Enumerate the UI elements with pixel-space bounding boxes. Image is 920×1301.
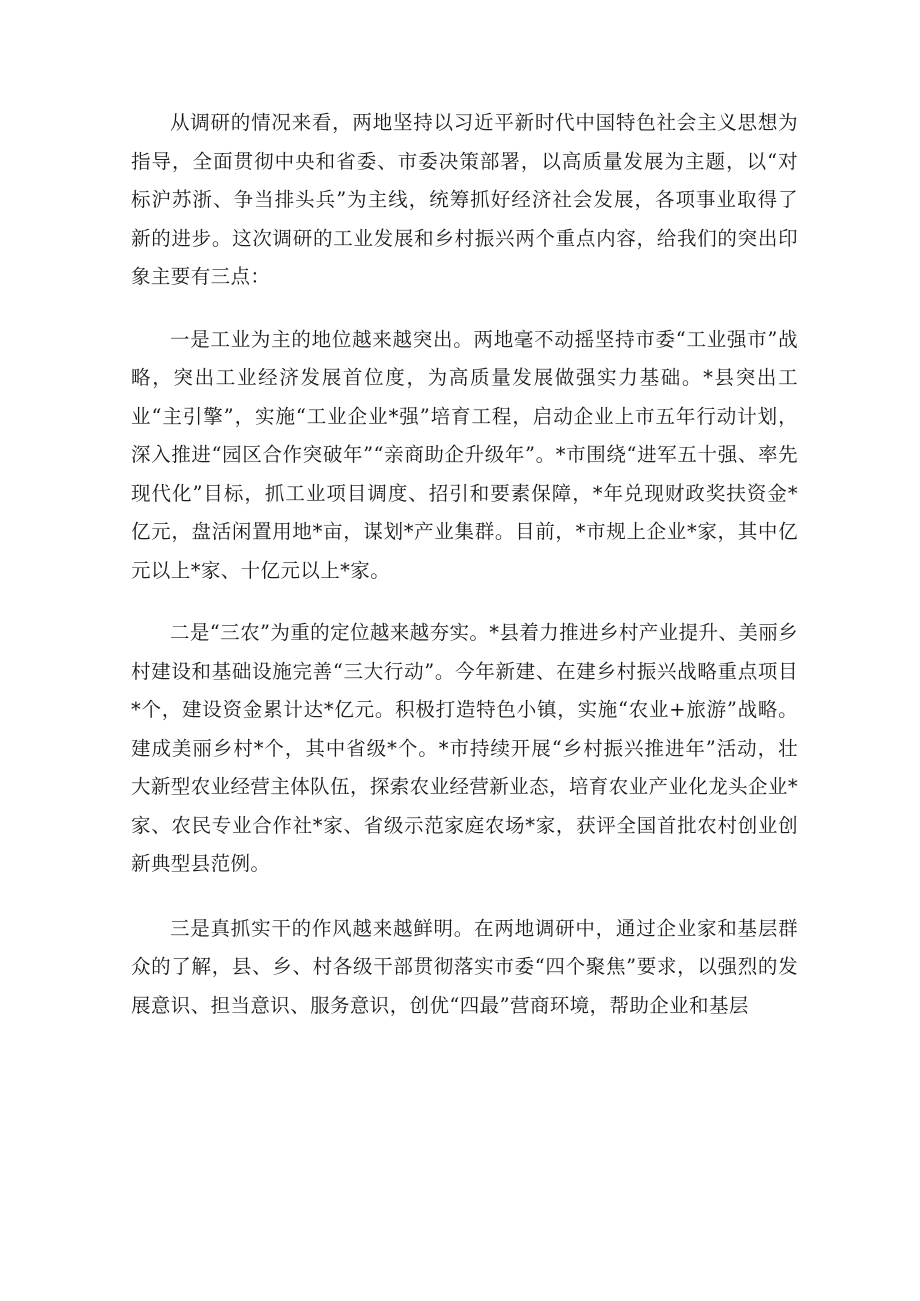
paragraph-work-style: 三是真抓实干的作风越来越鲜明。在两地调研中，通过企业家和基层群众的了解，县、乡、村各级干部贯彻落实市委“四个聚焦”要求，以强烈的发展意识、担当意识、服务意识，创优“四最”营商环境，帮助企业和基层 <box>131 916 798 1017</box>
paragraph-industry-status: 一是工业为主的地位越来越突出。两地毫不动摇坚持市委“工业强市”战略，突出工业经济发展首位度，为高质量发展做强实力基础。*县突出工业“主引擎”，实施“工业企业*强”培育工程，启动企业上市五年行动计划，深入推进“园区合作突破年”“亲商助企升级年”。*市围绕“进军五十强、率先现代化”目标，抓工业项目调度、招引和要素保障，*年兑现财政奖扶资金*亿元，盘活闲置用地*亩，谋划*产业集群。目前，*市规上企业*家，其中亿元以上*家、十亿元以上*家。 <box>131 327 798 582</box>
paragraph-agriculture-focus: 二是“三农”为重的定位越来越夯实。*县着力推进乡村产业提升、美丽乡村建设和基础设施完善“三大行动”。今年新建、在建乡村振兴战略重点项目*个，建设资金累计达*亿元。积极打造特色小镇，实施“农业+旅游”战略。建成美丽乡村*个，其中省级*个。*市持续开展“乡村振兴推进年”活动，壮大新型农业经营主体队伍，探索农业经营新业态，培育农业产业化龙头企业*家、农民专业合作社*家、省级示范家庭农场*家，获评全国首批农村创业创新典型县范例。 <box>131 621 798 875</box>
document-body <box>131 104 798 1050</box>
paragraph-research-overview: 从调研的情况来看，两地坚持以习近平新时代中国特色社会主义思想为指导，全面贯彻中央和省委、市委决策部署，以高质量发展为主题，以“对标沪苏浙、争当排头兵”为主线，统筹抓好经济社会发展，各项事业取得了新的进步。这次调研的工业发展和乡村振兴两个重点内容，给我们的突出印象主要有三点： <box>131 111 798 288</box>
